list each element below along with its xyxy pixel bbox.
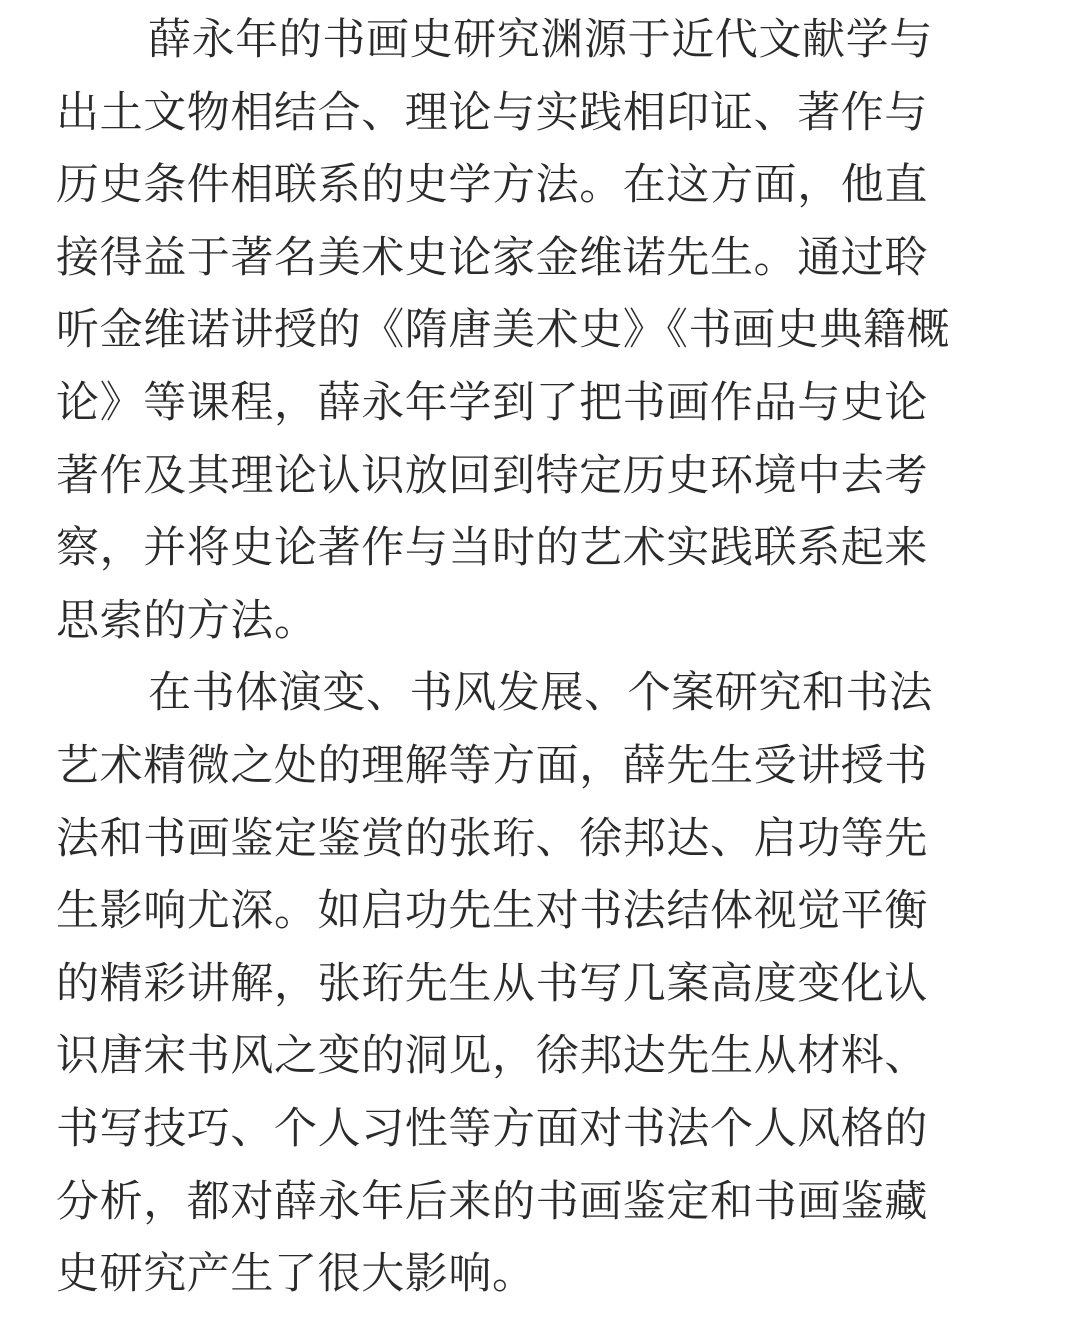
text-line: 书写技巧、个人习性等方面对书法个人风格的 xyxy=(56,1103,928,1154)
text-line: 分析，都对薛永年后来的书画鉴定和书画鉴藏 xyxy=(56,1176,928,1227)
text-line: 薛永年的书画史研究渊源于近代文献学与 xyxy=(148,15,933,65)
text-line: 听金维诺讲授的《隋唐美术史》《书画史典籍概 xyxy=(56,305,951,356)
text-line: 艺术精微之处的理解等方面，薛先生受讲授书 xyxy=(56,740,928,791)
text-line: 在书体演变、书风发展、个案研究和书法 xyxy=(148,668,933,719)
text-line: 历史条件相联系的史学方法。在这方面，他直 xyxy=(56,160,928,211)
paragraph-1 xyxy=(56,4,1024,657)
text-line: 的精彩讲解，张珩先生从书写几案高度变化认 xyxy=(56,958,928,1009)
text-line: 著作及其理论认识放回到特定历史环境中去考 xyxy=(56,450,928,501)
text-line: 生影响尤深。如启功先生对书法结体视觉平衡 xyxy=(56,886,928,937)
article-body xyxy=(56,4,1024,1311)
text-line: 出土文物相结合、理论与实践相印证、著作与 xyxy=(56,87,928,138)
text-line: 识唐宋书风之变的洞见，徐邦达先生从材料、 xyxy=(56,1031,928,1082)
text-line: 接得益于著名美术史论家金维诺先生。通过聆 xyxy=(56,232,928,283)
text-line: 论》等课程，薛永年学到了把书画作品与史论 xyxy=(56,377,928,428)
text-line: 史研究产生了很大影响。 xyxy=(56,1249,536,1300)
text-line: 察，并将史论著作与当时的艺术实践联系起来 xyxy=(56,523,928,574)
text-line: 思索的方法。 xyxy=(56,595,318,646)
text-line: 法和书画鉴定鉴赏的张珩、徐邦达、启功等先 xyxy=(56,813,928,864)
paragraph-2 xyxy=(56,657,1024,1310)
